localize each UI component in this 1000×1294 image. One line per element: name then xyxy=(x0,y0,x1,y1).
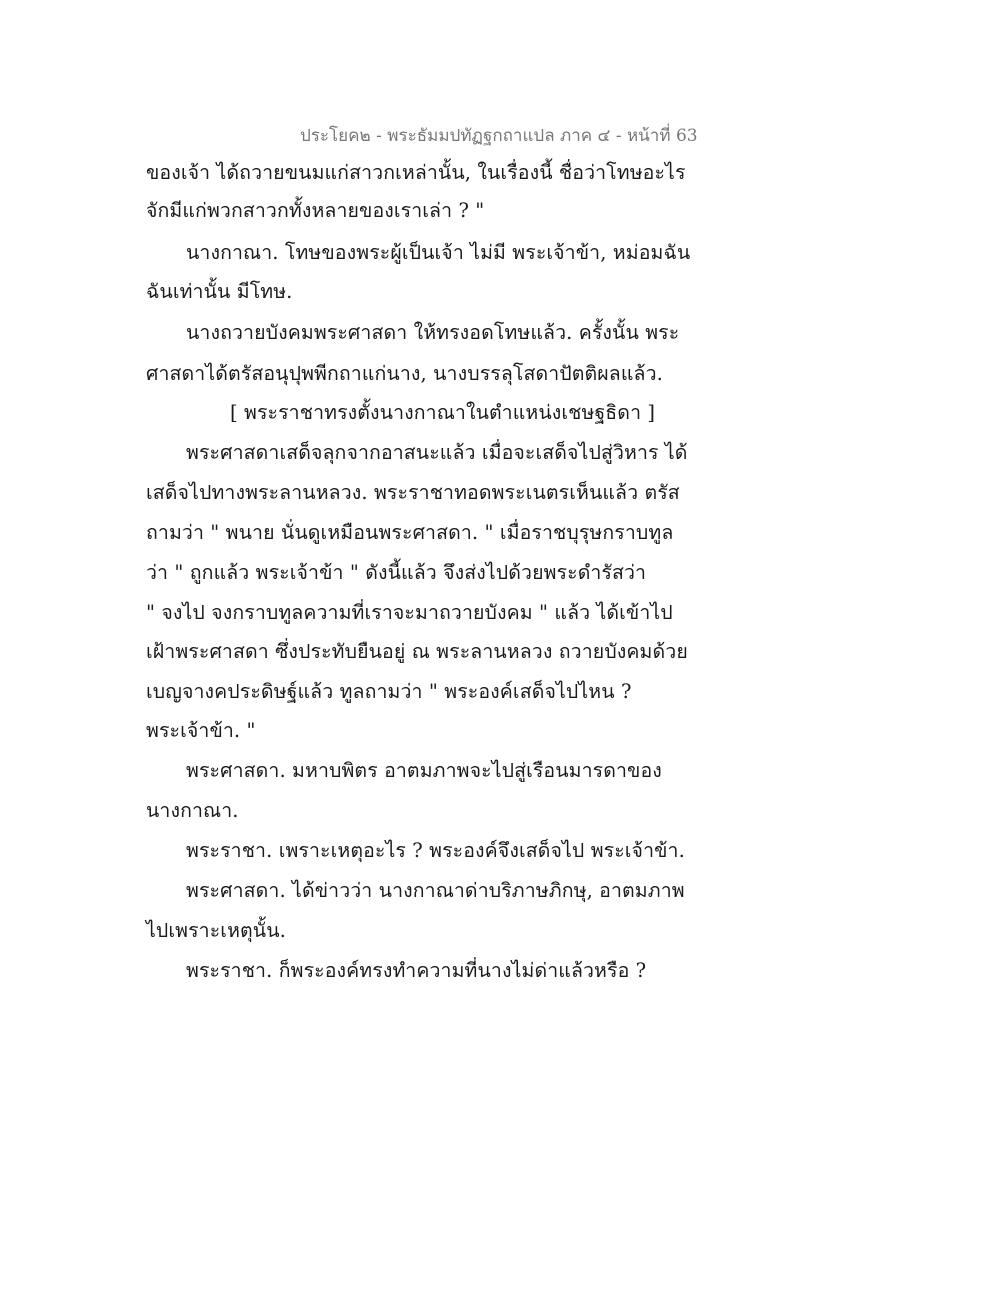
text-line: จักมีแก่พวกสาวกทั้งหลายของเราเล่า ? " xyxy=(146,199,485,222)
text-line: พระราชา. เพราะเหตุอะไร ? พระองค์จึงเสด็จไป พระเจ้าข้า. xyxy=(186,839,685,862)
section-heading: [ พระราชาทรงตั้งนางกาณาในตำแหน่งเชษฐธิดา ] xyxy=(230,401,656,424)
text-line: นางกาณา. xyxy=(146,799,239,822)
text-line: พระศาสดา. มหาบพิตร อาตมภาพจะไปสู่เรือนมารดาของ xyxy=(186,759,662,782)
text-line: พระศาสดาเสด็จลุกจากอาสนะแล้ว เมื่อจะเสด็จไปสู่วิหาร ได้ xyxy=(186,441,688,464)
running-header: ประโยค๒ - พระธัมมปทัฏฐกถาแปล ภาค ๔ - หน้าที่ 63 xyxy=(300,126,698,146)
text-line: เสด็จไปทางพระลานหลวง. พระราชาทอดพระเนตรเห็นแล้ว ตรัส xyxy=(146,481,680,504)
text-line: ว่า " ถูกแล้ว พระเจ้าข้า " ดังนี้แล้ว จึงส่งไปด้วยพระดำรัสว่า xyxy=(146,561,647,584)
text-line: เบญจางคประดิษฐ์แล้ว ทูลถามว่า " พระองค์เสด็จไปไหน ? xyxy=(146,680,632,703)
text-line: นางถวายบังคมพระศาสดา ให้ทรงอดโทษแล้ว. ครั้งนั้น พระ xyxy=(186,321,680,344)
text-line: พระศาสดา. ได้ข่าวว่า นางกาณาด่าบริภาษภิกษุ, อาตมภาพ xyxy=(186,879,685,902)
text-line: นางกาณา. โทษของพระผู้เป็นเจ้า ไม่มี พระเจ้าข้า, หม่อมฉัน xyxy=(186,241,691,264)
text-line: พระเจ้าข้า. " xyxy=(146,719,256,742)
text-line: ของเจ้า ได้ถวายขนมแก่สาวกเหล่านั้น, ในเรื่องนี้ ชื่อว่าโทษอะไร xyxy=(146,161,686,184)
text-line: ฉันเท่านั้น มีโทษ. xyxy=(146,280,293,303)
text-line: พระราชา. ก็พระองค์ทรงทำความที่นางไม่ด่าแล้วหรือ ? xyxy=(186,959,647,982)
text-line: เฝ้าพระศาสดา ซึ่งประทับยืนอยู่ ณ พระลานหลวง ถวายบังคมด้วย xyxy=(146,640,688,663)
text-line: ไปเพราะเหตุนั้น. xyxy=(146,919,286,942)
text-line: ถามว่า " พนาย นั่นดูเหมือนพระศาสดา. " เมื่อราชบุรุษกราบทูล xyxy=(146,521,674,544)
text-line: ศาสดาได้ตรัสอนุปุพพีกถาแก่นาง, นางบรรลุโสดาปัตติผลแล้ว. xyxy=(146,362,663,385)
text-line: " จงไป จงกราบทูลความที่เราจะมาถวายบังคม " แล้ว ได้เข้าไป xyxy=(146,601,673,624)
